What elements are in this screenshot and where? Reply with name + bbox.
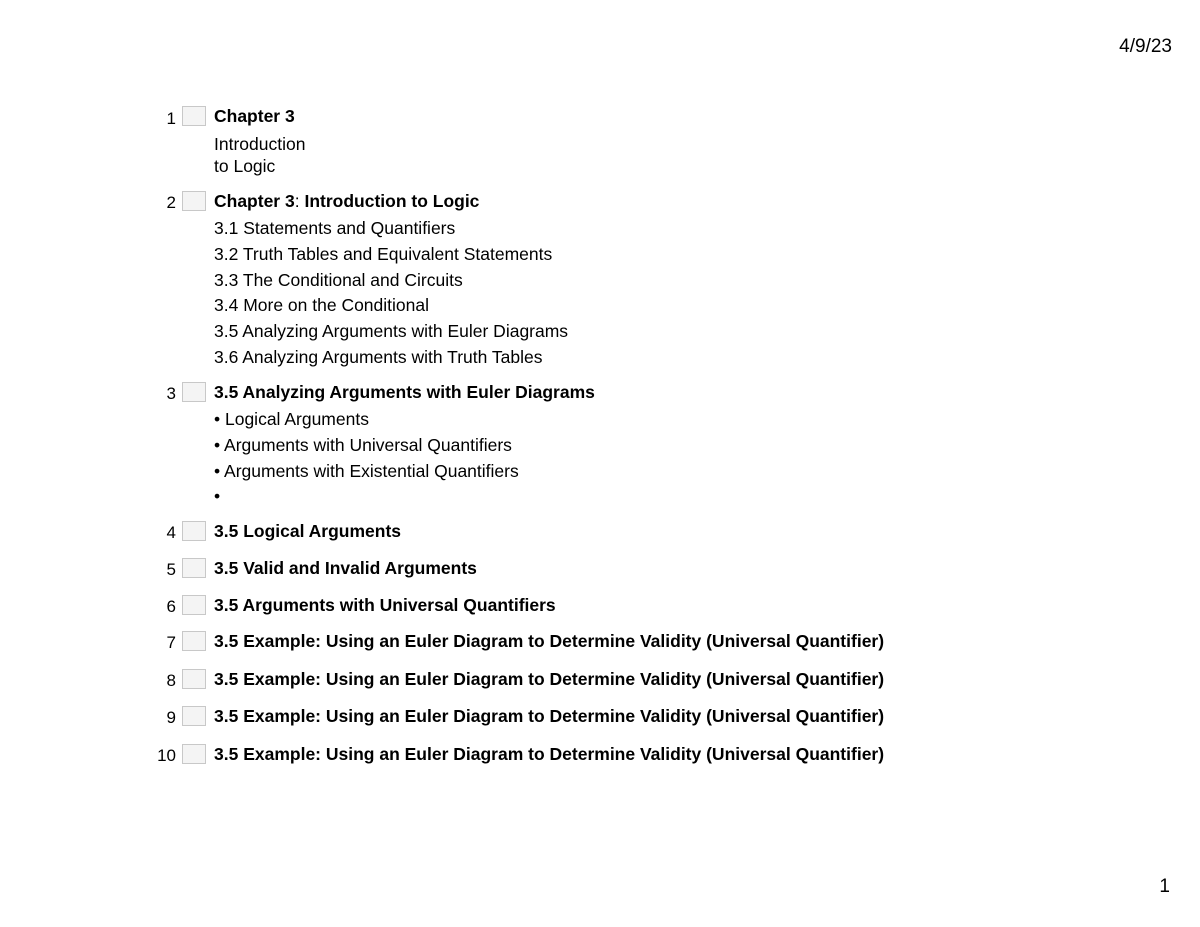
slide-body-line: 3.2 Truth Tables and Equivalent Statements <box>214 244 553 264</box>
slide-number: 5 <box>166 560 176 579</box>
slide-body-line: to Logic <box>214 156 276 176</box>
slide-number: 9 <box>166 708 176 727</box>
slide-number: 10 <box>157 746 176 765</box>
slide-title-part: Chapter 3 <box>214 191 295 211</box>
slide-title: 3.5 Logical Arguments <box>214 521 402 541</box>
slide-thumbnail <box>182 382 206 402</box>
slide-body-line: • Arguments with Universal Quantifiers <box>214 435 512 455</box>
slide-title-part: Introduction to Logic <box>304 191 480 211</box>
slide-title: 3.5 Valid and Invalid Arguments <box>214 558 477 578</box>
slide-thumbnail <box>182 558 206 578</box>
slide-title <box>214 191 479 212</box>
slide-number: 2 <box>166 193 176 212</box>
slide-body-line: 3.4 More on the Conditional <box>214 295 429 315</box>
slide-title: 3.5 Analyzing Arguments with Euler Diagrams <box>214 382 595 402</box>
slide-title: 3.5 Example: Using an Euler Diagram to Determine Validity (Universal Quantifier) <box>214 669 885 689</box>
slide-body-line: • Logical Arguments <box>214 409 369 429</box>
slide-body-line: 3.5 Analyzing Arguments with Euler Diagrams <box>214 321 569 341</box>
page-number: 1 <box>1159 876 1170 897</box>
slide-number: 1 <box>166 109 176 128</box>
slide-title: 3.5 Example: Using an Euler Diagram to Determine Validity (Universal Quantifier) <box>214 744 885 764</box>
slide-thumbnail <box>182 595 206 615</box>
slide-thumbnail <box>182 106 206 126</box>
slide-title: 3.5 Arguments with Universal Quantifiers <box>214 595 556 615</box>
slide-thumbnail <box>182 706 206 726</box>
slide-body-line: 3.3 The Conditional and Circuits <box>214 270 463 290</box>
slide-thumbnail <box>182 631 206 651</box>
slide-title-separator: : <box>294 191 305 211</box>
slide-thumbnail <box>182 744 206 764</box>
slide-number: 8 <box>166 671 176 690</box>
slide-title: 3.5 Example: Using an Euler Diagram to Determine Validity (Universal Quantifier) <box>214 706 885 726</box>
slide-body-line: • Arguments with Existential Quantifiers <box>214 461 519 481</box>
slide-body-line: • <box>214 486 221 506</box>
slide-thumbnail <box>182 191 206 211</box>
slide-body-line: 3.6 Analyzing Arguments with Truth Tables <box>214 347 543 367</box>
slide-thumbnail <box>182 521 206 541</box>
slide-title: 3.5 Example: Using an Euler Diagram to Determine Validity (Universal Quantifier) <box>214 631 885 651</box>
slide-number: 6 <box>166 597 176 616</box>
slide-thumbnail <box>182 669 206 689</box>
slide-body-line: Introduction <box>214 134 306 154</box>
slide-number: 4 <box>166 523 176 542</box>
print-date: 4/9/23 <box>1119 36 1172 57</box>
slide-number: 3 <box>166 384 176 403</box>
slide-body-line: 3.1 Statements and Quantifiers <box>214 218 456 238</box>
slide-number: 7 <box>166 633 176 652</box>
slide-title: Chapter 3 <box>214 106 295 126</box>
